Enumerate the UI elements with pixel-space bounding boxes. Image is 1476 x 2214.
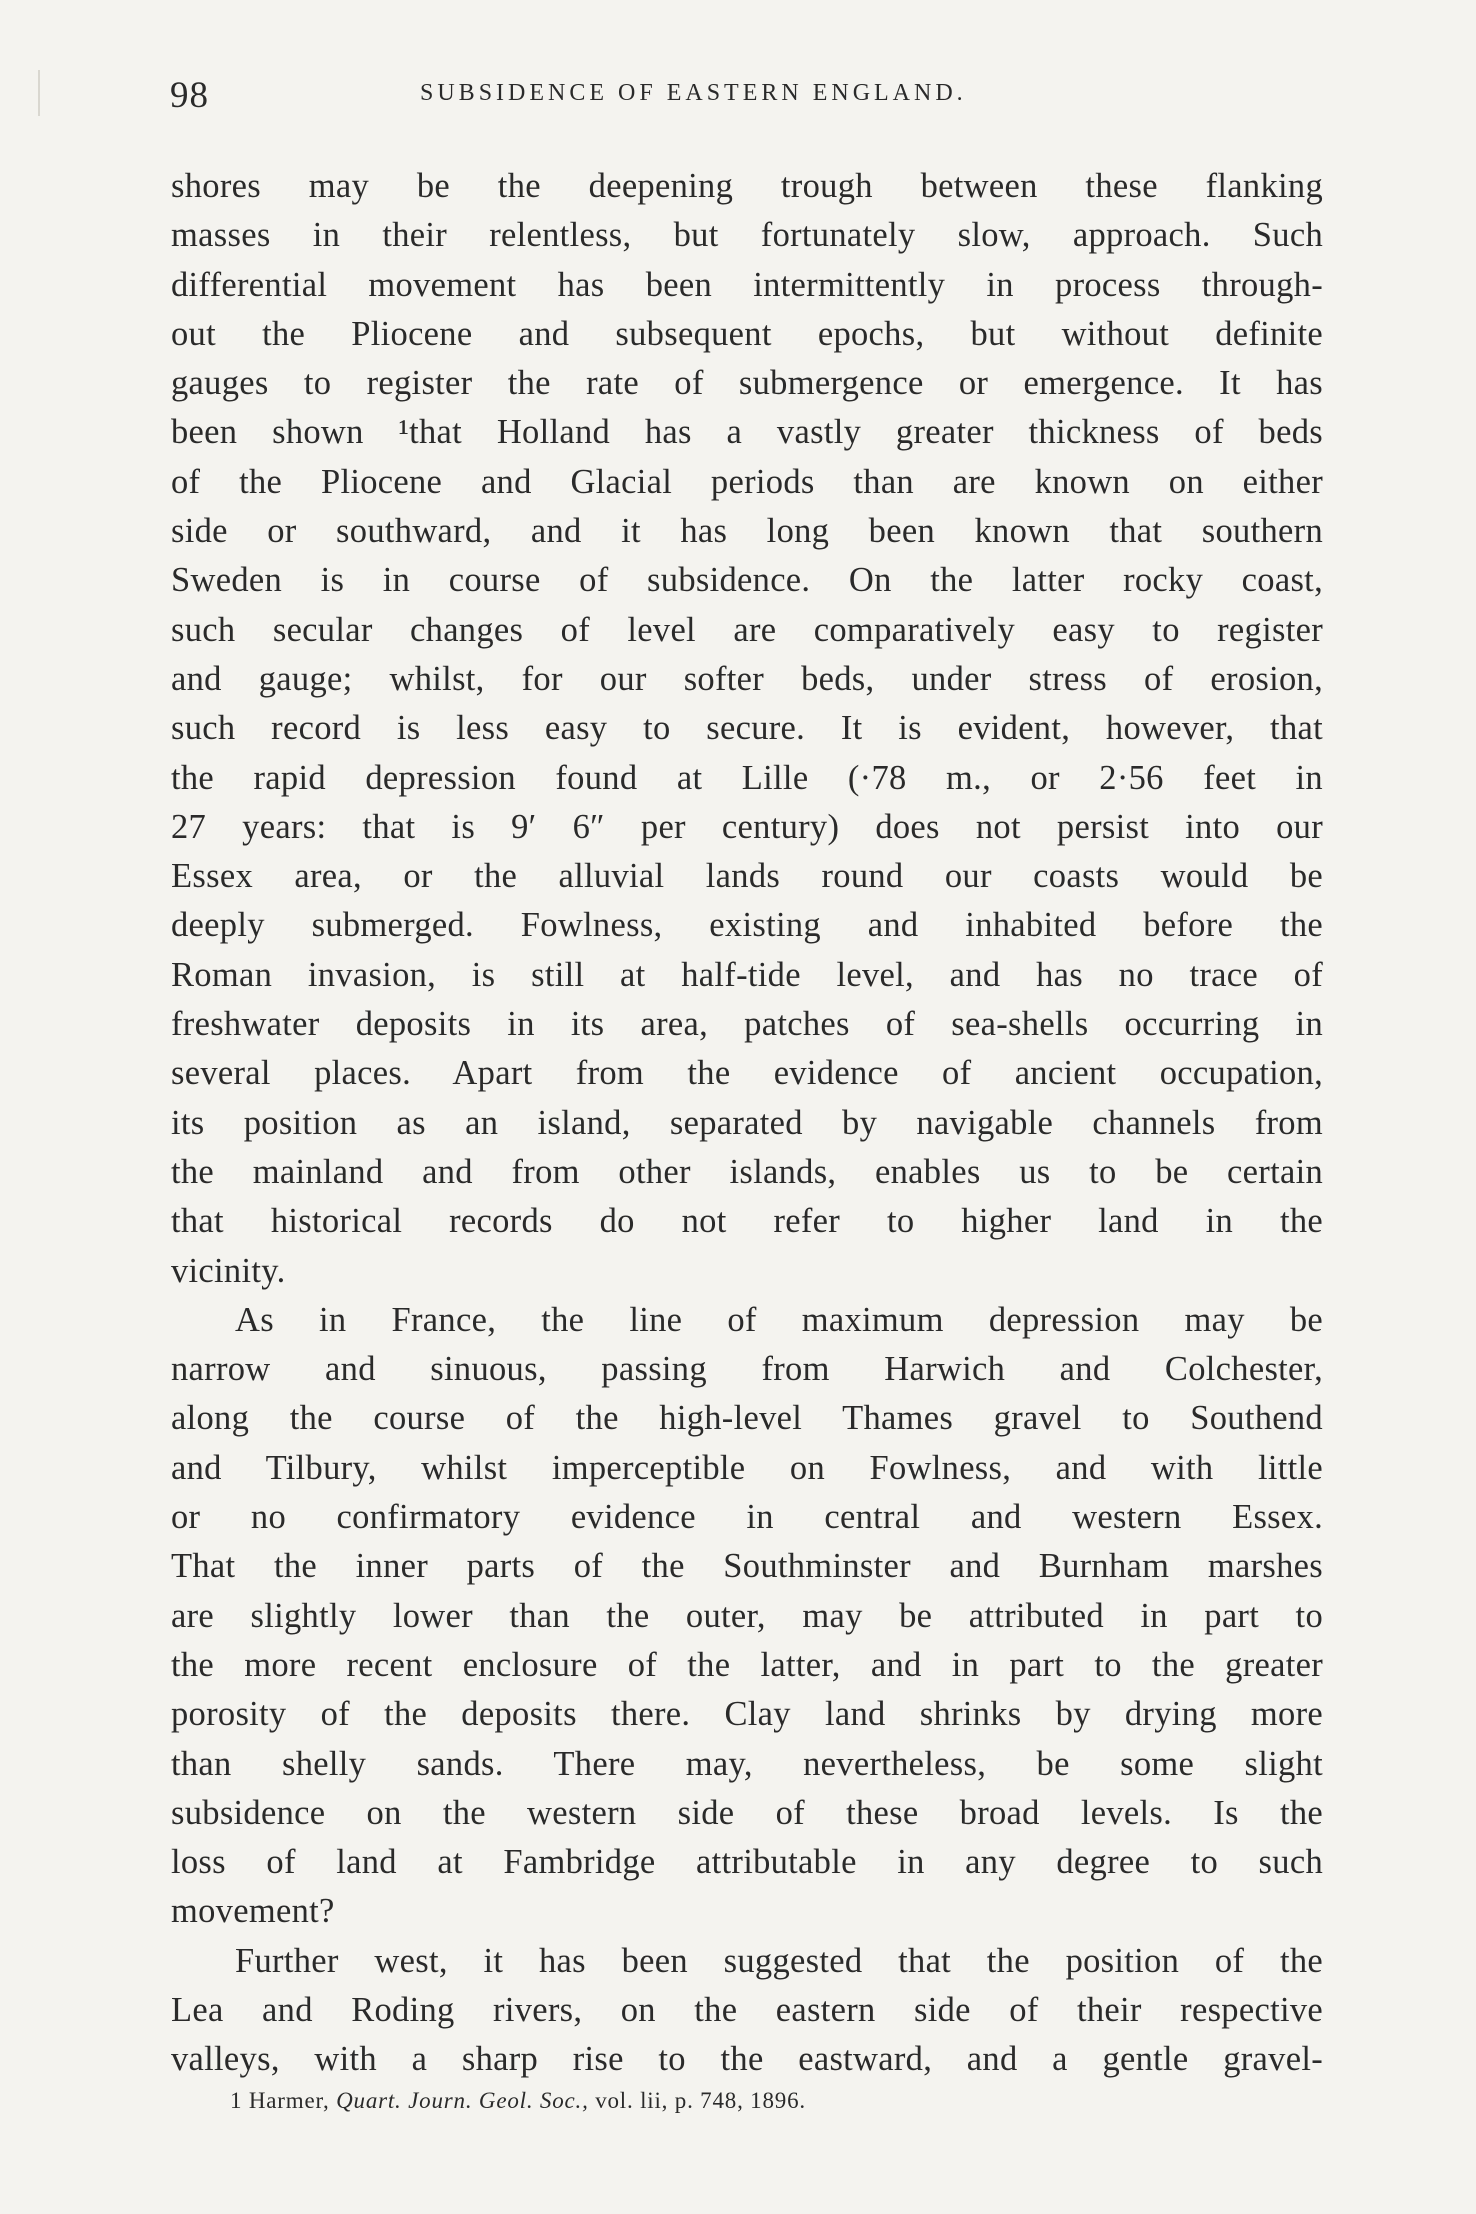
footnote [230,2088,806,2114]
text-line: and Tilbury, whilst imperceptible on Fowlness, and with little [171,1448,1323,1487]
text-line: loss of land at Fambridge attributable in any degree to such [171,1843,1323,1882]
text-line: valleys, with a sharp rise to the eastward, and a gentle gravel- [171,2040,1323,2079]
text-line: Roman invasion, is still at half-tide level, and has no trace of [171,955,1323,994]
text-line: gauges to register the rate of submergence or emergence. It has [171,364,1323,403]
text-line: As in France, the line of maximum depression may be [235,1300,1323,1339]
text-line: the mainland and from other islands, enables us to be certain [171,1152,1323,1191]
text-line: and gauge; whilst, for our softer beds, under stress of erosion, [171,659,1323,698]
text-line: masses in their relentless, but fortunately slow, approach. Such [171,216,1323,255]
text-line: are slightly lower than the outer, may be attributed in part to [171,1596,1323,1635]
text-line: 27 years: that is 9′ 6″ per century) does not persist into our [171,807,1323,846]
text-line: out the Pliocene and subsequent epochs, but without definite [171,314,1323,353]
running-title: SUBSIDENCE OF EASTERN ENGLAND. [420,80,967,106]
text-line: than shelly sands. There may, nevertheless, be some slight [171,1744,1323,1783]
text-line: that historical records do not refer to higher land in the [171,1202,1323,1241]
text-line: subsidence on the western side of these broad levels. Is the [171,1793,1323,1832]
text-line: its position as an island, separated by navigable channels from [171,1103,1323,1142]
text-line: or no confirmatory evidence in central and western Essex. [171,1498,1323,1537]
page-edge-mark [38,70,40,116]
footnote-author: Harmer, [248,2088,330,2113]
running-head [170,68,1320,118]
text-line: That the inner parts of the Southminster and Burnham marshes [171,1547,1323,1586]
text-line: Sweden is in course of subsidence. On the latter rocky coast, [171,561,1323,600]
page-number: 98 [170,75,209,116]
text-line: freshwater deposits in its area, patches of sea-shells occurring in [171,1005,1323,1044]
text-line: narrow and sinuous, passing from Harwich and Colchester, [171,1350,1323,1389]
text-line: several places. Apart from the evidence of ancient occupation, [171,1054,1323,1093]
text-line: vicinity. [171,1251,286,1290]
text-line: side or southward, and it has long been known that southern [171,512,1323,551]
text-line: such record is less easy to secure. It is evident, however, that [171,709,1323,748]
text-line: the rapid depression found at Lille (·78 m., or 2·56 feet in [171,758,1323,797]
text-line: differential movement has been intermittently in process through- [171,265,1323,304]
body-text [171,162,1323,2085]
footnote-journal: Quart. Journ. Geol. Soc., [336,2088,589,2113]
text-line: been shown ¹that Holland has a vastly greater thickness of beds [171,413,1323,452]
text-line: movement? [171,1892,335,1931]
footnote-marker: 1 [230,2088,243,2113]
text-line: Lea and Roding rivers, on the eastern side of their respective [171,1990,1323,2029]
text-line: the more recent enclosure of the latter, and in part to the greater [171,1645,1323,1684]
text-line: Further west, it has been suggested that the position of the [235,1941,1323,1980]
text-line: such secular changes of level are comparatively easy to register [171,610,1323,649]
text-line: Essex area, or the alluvial lands round our coasts would be [171,857,1323,896]
text-line: along the course of the high-level Thames gravel to Southend [171,1399,1323,1438]
text-line: of the Pliocene and Glacial periods than are known on either [171,462,1323,501]
text-line: shores may be the deepening trough between these flanking [171,167,1323,205]
text-line: deeply submerged. Fowlness, existing and inhabited before the [171,906,1323,945]
text-line: porosity of the deposits there. Clay land shrinks by drying more [171,1695,1323,1734]
footnote-details: vol. lii, p. 748, 1896. [595,2088,806,2113]
